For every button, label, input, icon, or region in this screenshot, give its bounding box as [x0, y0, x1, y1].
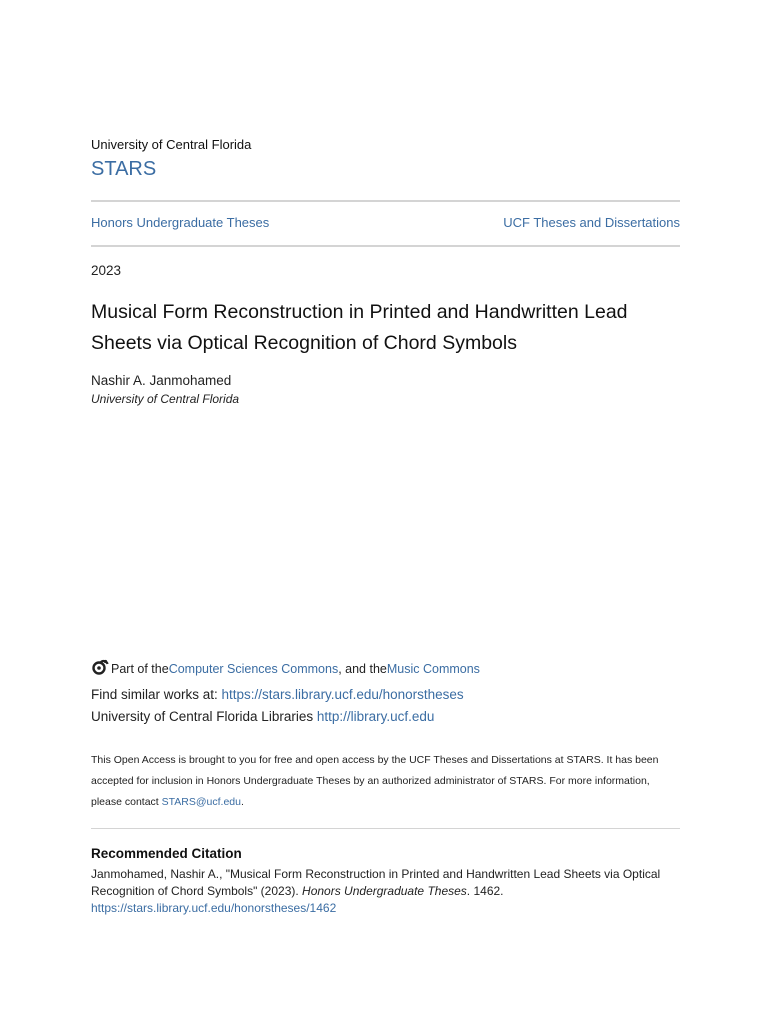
honors-theses-link[interactable]: Honors Undergraduate Theses	[91, 215, 270, 230]
repository-link[interactable]: STARS	[91, 158, 157, 180]
citation-heading: Recommended Citation	[91, 846, 242, 861]
citation-number: . 1462.	[466, 884, 504, 898]
open-access-notice	[91, 750, 680, 813]
similar-works-link[interactable]: https://stars.library.ucf.edu/honorstheses	[221, 687, 464, 702]
notice-end: .	[240, 796, 244, 808]
part-of-prefix: Part of the	[111, 662, 169, 676]
citation-text	[91, 866, 680, 917]
similar-works-line	[91, 687, 464, 702]
divider	[91, 245, 680, 247]
part-of-middle: , and the	[338, 662, 387, 676]
contact-email-link[interactable]: STARS@ucf.edu	[161, 796, 241, 808]
citation-series: Honors Undergraduate Theses	[302, 884, 467, 898]
part-of-line	[91, 660, 480, 678]
institution-name: University of Central Florida	[91, 137, 252, 152]
publication-year: 2023	[91, 263, 122, 278]
notice-text: This Open Access is brought to you for free and open access by the UCF Theses and Dissertations at STARS. It has been accepted for inclusion in Honors Undergraduate Theses by an authorized administrator of STARS. For more information, please contact	[91, 754, 659, 808]
theses-dissertations-link[interactable]: UCF Theses and Dissertations	[503, 215, 680, 230]
computer-sciences-commons-link[interactable]: Computer Sciences Commons	[168, 662, 339, 676]
author-name: Nashir A. Janmohamed	[91, 373, 232, 388]
author-affiliation: University of Central Florida	[91, 392, 240, 406]
music-commons-link[interactable]: Music Commons	[386, 662, 480, 676]
citation-body: Janmohamed, Nashir A., "Musical Form Reconstruction in Printed and Handwritten Lead Sheets via Optical Recognition of Chord Symbols" (2023).	[91, 867, 661, 898]
divider	[91, 200, 680, 202]
libraries-label: University of Central Florida Libraries	[91, 709, 317, 724]
cover-page	[91, 0, 680, 1024]
similar-works-label: Find similar works at:	[91, 687, 222, 702]
open-access-icon	[91, 658, 109, 676]
collections-bar	[91, 215, 680, 230]
divider	[91, 828, 680, 829]
citation-link[interactable]: https://stars.library.ucf.edu/honorstheses/1462	[91, 901, 337, 915]
thesis-title: Musical Form Reconstruction in Printed and Handwritten Lead Sheets via Optical Recognition of Chord Symbols	[91, 301, 628, 354]
libraries-link[interactable]: http://library.ucf.edu	[316, 709, 435, 724]
libraries-line	[91, 709, 434, 724]
